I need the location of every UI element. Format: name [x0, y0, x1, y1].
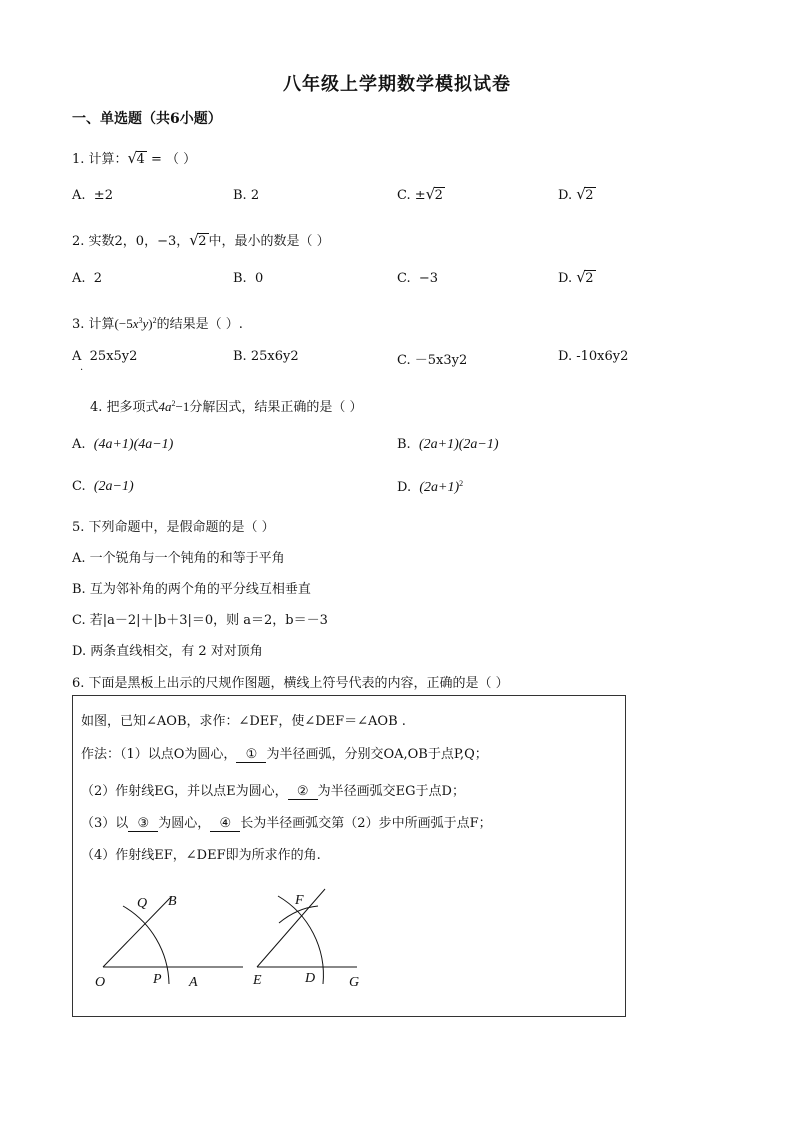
q4-expr-exp: 2: [171, 399, 176, 408]
line3-part-b: 为半径画弧交EG于点D；: [317, 784, 465, 799]
q2-prefix: 2. 实数2，0，−3，: [72, 234, 190, 249]
q2-option-a: [72, 271, 102, 286]
option-radicand: 2: [434, 188, 443, 203]
line2-part-a: 作法：（1）以点O为圆心，: [81, 747, 237, 762]
q1-option-a: [72, 188, 113, 203]
q4-expr-rest: −1: [175, 399, 190, 414]
option-label: A.: [72, 188, 86, 203]
option-value: −3: [418, 271, 439, 286]
q2-d-radical: √ 2: [576, 268, 594, 286]
arc-f: [279, 906, 318, 923]
line4-part-a: （3）以: [81, 816, 129, 831]
q1-c-radical: √ 2: [425, 185, 443, 203]
option-label: A: [72, 349, 82, 364]
option-label: D.: [558, 188, 573, 203]
box-line-4: [81, 812, 492, 832]
q3-x: x: [132, 316, 139, 331]
q1-option-b: [233, 188, 259, 203]
q2-option-c: [397, 271, 438, 286]
q2-radicand: 2: [198, 234, 207, 249]
q5-option-d: D. 两条直线相交，有 2 对对顶角: [72, 644, 263, 659]
option-value: －5x3y2: [414, 353, 468, 368]
q4-option-b: [397, 437, 499, 453]
q2-radical: √ 2: [189, 231, 207, 249]
option-label: B.: [397, 437, 411, 452]
arc-d: [278, 896, 323, 984]
option-label: C.: [397, 271, 411, 286]
option-label: A.: [72, 271, 86, 286]
q1-radicand: 4: [136, 152, 145, 167]
q1-option-c: [397, 185, 445, 203]
q4-option-d: [397, 479, 463, 496]
label-f: F: [295, 893, 304, 908]
question-1-stem: [72, 148, 196, 167]
question-3-stem: [72, 313, 243, 332]
line4-part-c: 长为半径画弧交第（2）步中所画弧于点F；: [240, 816, 492, 831]
q1-d-radical: √ 2: [576, 185, 594, 203]
q5-option-c: C. 若|a－2|＋|b＋3|＝0，则 a＝2，b＝－3: [72, 613, 328, 628]
box-line-5: （4）作射线EF，∠DEF即为所求作的角.: [81, 848, 321, 863]
option-label: D.: [558, 349, 573, 364]
q3-option-d: [558, 349, 628, 364]
q1-option-d: [558, 185, 596, 203]
option-value: (4a+1)(4a−1): [93, 437, 174, 452]
q3-prefix: 3. 计算: [72, 317, 115, 332]
label-d: D: [305, 971, 316, 986]
box-line-2: [81, 743, 488, 763]
question-5-stem: 5. 下列命题中，是假命题的是（ ）: [72, 520, 275, 535]
q4-prefix: 4. 把多项式: [90, 400, 159, 415]
construction-figure: [73, 866, 625, 1016]
line4-part-b: 为圆心，: [158, 816, 211, 831]
q1-radical: √ 4: [127, 149, 145, 167]
construction-box: [72, 695, 626, 1017]
option-value: 0: [254, 271, 264, 286]
q4-option-c: [72, 479, 134, 495]
question-6-stem: 6. 下面是黑板上出示的尺规作图题，横线上符号代表的内容，正确的是（ ）: [72, 676, 509, 691]
label-b: B: [168, 894, 177, 909]
option-value: ±2: [93, 188, 113, 203]
blank-2: ②: [288, 785, 318, 800]
q2-option-d: [558, 268, 596, 286]
q3-x-exp: 3: [138, 316, 143, 325]
q1-suffix: = （ ）: [146, 152, 197, 167]
q2-suffix: 中，最小的数是（ ）: [208, 234, 330, 249]
option-pm: ±: [414, 188, 426, 203]
option-value: 25x6y2: [250, 349, 299, 364]
label-a: A: [189, 975, 198, 990]
option-value: (2a+1): [419, 480, 460, 495]
line2-part-b: 为半径画弧，分别交OA,OB于点P,Q；: [266, 747, 488, 762]
ray-ef: [257, 889, 325, 967]
option-radicand: 2: [585, 188, 594, 203]
option-label: C.: [72, 479, 86, 494]
option-value: 2: [93, 271, 103, 286]
option-value: (2a−1): [93, 479, 134, 494]
option-label: B.: [233, 349, 247, 364]
option-label: B.: [233, 271, 247, 286]
option-exp: 2: [459, 479, 464, 488]
q3-option-b: [233, 349, 299, 364]
q4-suffix: 分解因式，结果正确的是（ ）: [189, 400, 363, 415]
line3-part-a: （2）作射线EG，并以点E为圆心，: [81, 784, 288, 799]
option-value: 25x5y2: [89, 349, 138, 364]
blank-1: ①: [236, 748, 266, 763]
page-title: 八年级上学期数学模拟试卷: [283, 74, 511, 95]
option-label: A.: [72, 437, 86, 452]
box-line-1: 如图，已知∠AOB，求作：∠DEF，使∠DEF＝∠AOB .: [81, 714, 406, 729]
q3-expr-open: (−5: [114, 316, 133, 331]
option-label: D.: [397, 480, 412, 495]
section-heading: 一、单选题（共6小题）: [72, 111, 222, 127]
blank-3: ③: [128, 817, 158, 832]
q4-expr: 4a: [158, 399, 172, 414]
option-label: C.: [397, 353, 411, 368]
label-p: P: [153, 972, 162, 987]
q1-prefix: 1. 计算：: [72, 152, 128, 167]
q3-suffix: 的结果是（ ）.: [156, 317, 243, 332]
option-label: B.: [233, 188, 247, 203]
option-value: 2: [250, 188, 260, 203]
label-g: G: [349, 975, 360, 990]
q3-expr-close: ): [148, 316, 153, 331]
option-label: D.: [558, 271, 573, 286]
blank-4: ④: [210, 817, 240, 832]
q5-option-a: A. 一个锐角与一个钝角的和等于平角: [72, 551, 285, 566]
option-label: C.: [397, 188, 411, 203]
q3-y: y: [142, 316, 149, 331]
label-q: Q: [137, 896, 148, 911]
label-e: E: [253, 973, 262, 988]
q4-option-a: [72, 437, 173, 453]
option-radicand: 2: [585, 271, 594, 286]
box-line-3: [81, 780, 465, 800]
q2-option-b: [233, 271, 263, 286]
question-2-stem: [72, 230, 330, 249]
stray-dot: .: [80, 362, 84, 373]
label-o: O: [95, 975, 106, 990]
option-value: -10x6y2: [576, 349, 629, 364]
question-4-stem: [90, 396, 363, 415]
q3-option-c: [397, 349, 467, 368]
option-value: (2a+1)(2a−1): [418, 437, 499, 452]
q3-outer-exp: 2: [152, 316, 157, 325]
arc-pq: [123, 906, 169, 984]
q5-option-b: B. 互为邻补角的两个角的平分线互相垂直: [72, 582, 311, 597]
